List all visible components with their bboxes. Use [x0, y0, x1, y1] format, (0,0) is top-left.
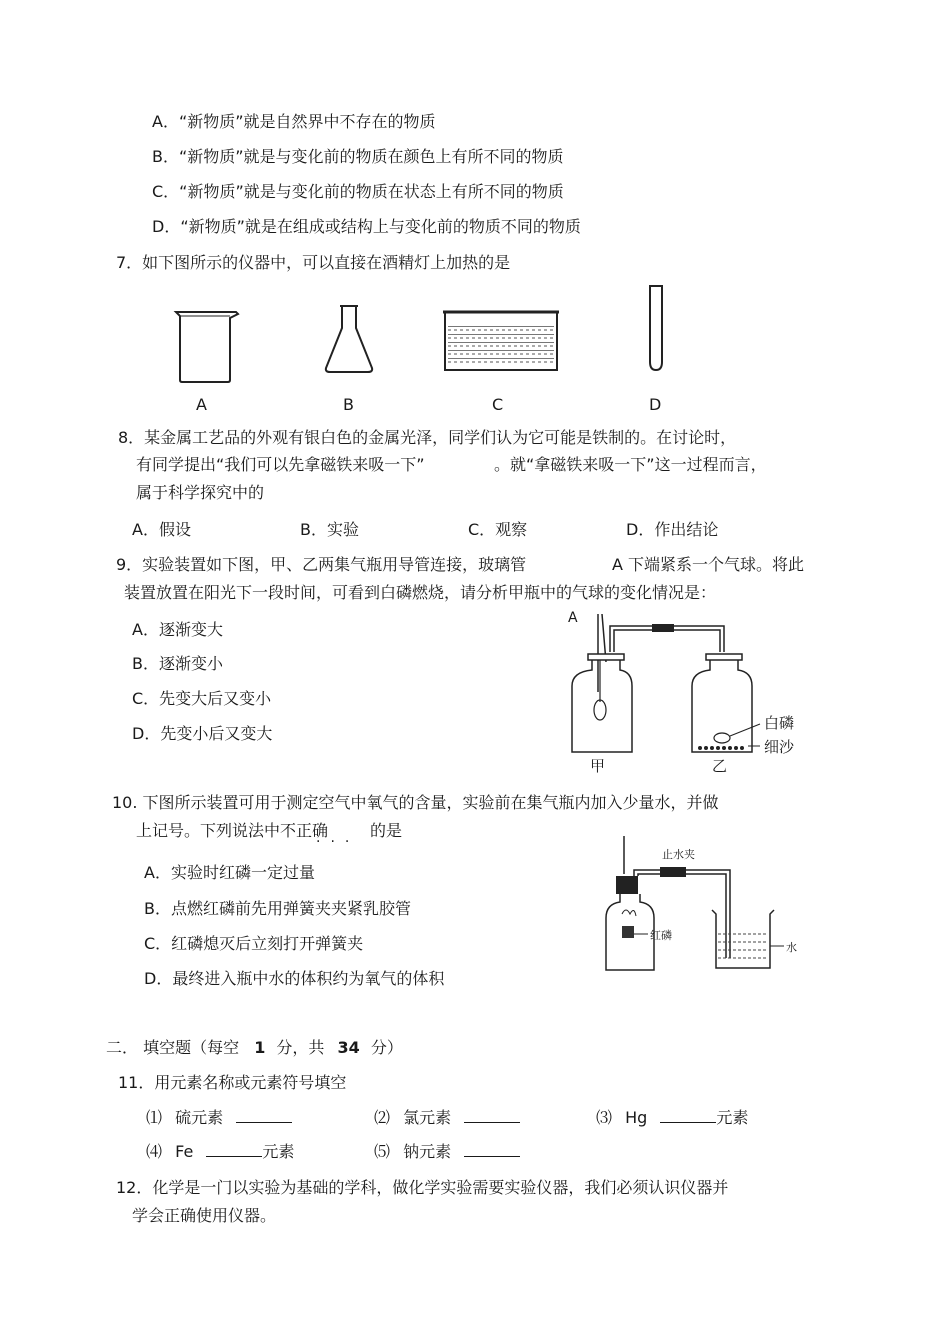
- q11-item-2: [374, 1108, 520, 1128]
- water-label: 水: [786, 941, 797, 954]
- section-heading-prefix: 二． 填空题（每空: [106, 1038, 240, 1057]
- q8-stem-line1: 8．某金属工艺品的外观有银白色的金属光泽，同学们认为它可能是铁制的。在讨论时，: [118, 428, 737, 447]
- q11-item-3-suffix: 元素: [716, 1108, 749, 1127]
- q9-stem-line1b: A 下端紧系一个气球。将此: [612, 555, 805, 574]
- q10-option-d: D．最终进入瓶中水的体积约为氧气的体积: [144, 969, 445, 988]
- q11-item-4-text: Fe: [175, 1142, 194, 1161]
- q11-item-4-suffix: 元素: [262, 1142, 295, 1161]
- q9-option-d: D．先变小后又变大: [132, 724, 273, 743]
- q11-item-5-num: ⑸: [374, 1142, 391, 1161]
- evaporating-dish-figure: [443, 308, 561, 372]
- bottle-yi-label: 乙: [712, 757, 728, 775]
- q10-stem-line2b: 的是: [370, 821, 403, 840]
- q11-item-2-num: ⑵: [374, 1108, 391, 1127]
- tube-a-label: A: [568, 610, 578, 626]
- q11-stem: 11．用元素名称或元素符号填空: [118, 1073, 347, 1092]
- q6-option-a: A．“新物质”就是自然界中不存在的物质: [152, 112, 436, 131]
- q8-stem-line2a: 有同学提出“我们可以先拿磁铁来吸一下”: [136, 455, 425, 474]
- figure-label-b: B: [343, 395, 354, 414]
- q10-option-a: A．实验时红磷一定过量: [144, 863, 315, 882]
- q11-item-4: [146, 1142, 294, 1162]
- beaker-figure: [170, 308, 250, 388]
- q10-stem-line1: 10. 下图所示装置可用于测定空气中氧气的含量，实验前在集气瓶内加入少量水，并做: [112, 793, 719, 812]
- q8-option-b: B．实验: [300, 520, 359, 539]
- q8-stem-line2b: 。就“拿磁铁来吸一下”这一过程而言，: [494, 455, 767, 474]
- figure-label-d: D: [649, 395, 662, 414]
- q12-stem-line1: 12．化学是一门以实验为基础的学科，做化学实验需要实验仪器，我们必须认识仪器并: [116, 1178, 729, 1197]
- section-heading: [106, 1038, 403, 1058]
- q11-item-3-num: ⑶: [596, 1108, 613, 1127]
- q11-item-5-text: 钠元素: [403, 1142, 452, 1161]
- figure-label-a: A: [196, 395, 207, 414]
- points-per-blank: 1: [254, 1038, 266, 1057]
- q8-option-d: D．作出结论: [626, 520, 719, 539]
- conical-flask-figure: [320, 304, 380, 376]
- q11-item-1-num: ⑴: [146, 1108, 163, 1127]
- q11-item-5: [374, 1142, 520, 1162]
- q6-option-b: B．“新物质”就是与变化前的物质在颜色上有所不同的物质: [152, 147, 564, 166]
- white-phosphorus-label: 白磷: [764, 714, 795, 732]
- q8-option-c: C．观察: [468, 520, 528, 539]
- q9-stem-line1a: 9．实验装置如下图，甲、乙两集气瓶用导管连接，玻璃管: [116, 555, 527, 574]
- test-tube-figure: [646, 284, 666, 372]
- emphasis-dots: ···: [316, 834, 360, 850]
- bottle-jia-label: 甲: [590, 757, 606, 775]
- q9-stem-line2: 装置放置在阳光下一段时间，可看到白磷燃烧，请分析甲瓶中的气球的变化情况是：: [124, 583, 717, 602]
- fine-sand-label: 细沙: [764, 738, 795, 756]
- q6-option-d: D．“新物质”就是在组成或结构上与变化前的物质不同的物质: [152, 217, 581, 236]
- figure-label-c: C: [492, 395, 504, 414]
- q9-option-b: B．逐渐变小: [132, 654, 223, 673]
- answer-blank[interactable]: [464, 1108, 520, 1123]
- q11-item-1-text: 硫元素: [175, 1108, 224, 1127]
- answer-blank[interactable]: [660, 1108, 716, 1123]
- q6-option-c: C．“新物质”就是与变化前的物质在状态上有所不同的物质: [152, 182, 564, 201]
- q10-option-c: C．红磷熄灭后立刻打开弹簧夹: [144, 934, 364, 953]
- answer-blank[interactable]: [206, 1142, 262, 1157]
- q8-option-a: A．假设: [132, 520, 191, 539]
- answer-blank[interactable]: [464, 1142, 520, 1157]
- q9-option-a: A．逐渐变大: [132, 620, 223, 639]
- q9-option-c: C．先变大后又变小: [132, 689, 272, 708]
- total-points: 34: [337, 1038, 360, 1057]
- q11-item-3-text: Hg: [625, 1108, 648, 1127]
- q11-item-2-text: 氯元素: [403, 1108, 452, 1127]
- q10-option-b: B．点燃红磷前先用弹簧夹夹紧乳胶管: [144, 899, 411, 918]
- q8-stem-line3: 属于科学探究中的: [136, 483, 265, 502]
- clamp-label: 止水夹: [662, 848, 695, 861]
- q11-item-3: [596, 1108, 748, 1128]
- section-heading-mid: 分，共: [276, 1038, 325, 1057]
- q11-item-4-num: ⑷: [146, 1142, 163, 1161]
- answer-blank[interactable]: [236, 1108, 292, 1123]
- red-phosphorus-label: 红磷: [650, 929, 672, 942]
- oxygen-measurement-figure: [600, 834, 800, 974]
- q7-stem: 7．如下图所示的仪器中，可以直接在酒精灯上加热的是: [116, 253, 511, 272]
- section-heading-suffix: 分）: [370, 1038, 403, 1057]
- q12-stem-line2: 学会正确使用仪器。: [132, 1206, 277, 1225]
- q10-stem-line2a: 上记号。下列说法中不正确: [136, 821, 329, 840]
- q11-item-1: [146, 1108, 292, 1128]
